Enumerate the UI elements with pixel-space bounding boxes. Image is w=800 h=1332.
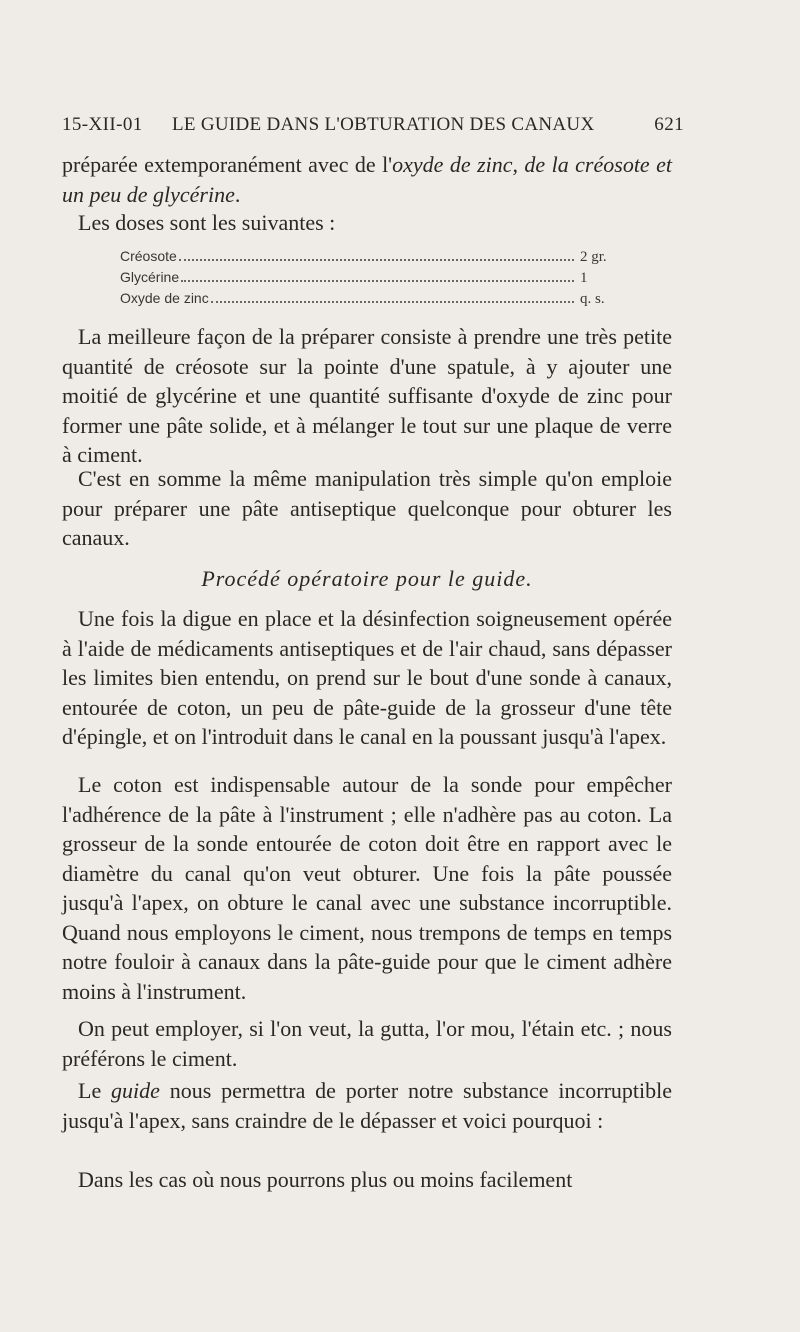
paragraph-materials-text: On peut employer, si l'on veut, la gutta, l'or mou, l'étain etc. ; nous préférons le ciment.	[62, 1016, 672, 1071]
paragraph-guide-italic: guide	[111, 1078, 160, 1103]
paragraph-materials	[62, 1014, 672, 1073]
paragraph-intro	[62, 150, 672, 209]
paragraph-cases	[62, 1165, 672, 1195]
paragraph-manipulation-text: C'est en somme la même manipulation très simple qu'on emploie pour préparer une pâte antiseptique quelconque pour obturer les canaux.	[62, 466, 672, 550]
ingredient-name: Oxyde de zinc	[120, 290, 209, 306]
section-heading: Procédé opératoire pour le guide.	[201, 566, 533, 591]
doses-table	[120, 246, 620, 309]
paragraph-guide-text: Le	[78, 1078, 112, 1103]
paragraph-intro-text: préparée extemporanément avec de l'	[62, 152, 393, 177]
paragraph-preparation	[62, 322, 672, 470]
paragraph-procedure	[62, 604, 672, 752]
paragraph-coton-text: Le coton est indispensable autour de la sonde pour empêcher l'adhérence de la pâte à l'instrument ; elle n'adhère pas au coton. La grosseur de la sonde entourée de coton doit être en rapport avec le diamètre du canal qu'on veut obturer. Une fois la pâte poussée jusqu'à l'apex, on obture le canal avec une substance incorruptible. Quand nous employons le ciment, nous trempons de temps en temps notre fouloir à canaux dans la pâte-guide pour que le ciment adhère moins à l'instrument.	[62, 772, 672, 1004]
ingredient-quantity: 2 gr.	[580, 249, 607, 265]
ingredient-name: Glycérine	[120, 269, 180, 285]
ingredient-quantity: q. s.	[580, 291, 605, 307]
header-date: 15-XII-01	[62, 114, 143, 135]
ingredient-quantity: 1	[580, 270, 588, 286]
leader-dots	[179, 259, 574, 261]
table-row	[120, 288, 620, 309]
paragraph-coton	[62, 770, 672, 1006]
header-title: LE GUIDE DANS L'OBTURATION DES CANAUX	[172, 114, 595, 135]
paragraph-cases-text: Dans les cas où nous pourrons plus ou moins facilement	[78, 1167, 573, 1192]
page-number: 621	[654, 114, 684, 135]
table-row	[120, 246, 620, 267]
leader-dots	[181, 280, 574, 282]
paragraph-doses	[62, 208, 672, 238]
paragraph-doses-text: Les doses sont les suivantes :	[78, 210, 336, 235]
ingredient-name: Créosote	[120, 248, 177, 264]
paragraph-manipulation	[62, 464, 672, 553]
paragraph-intro-italic: oxyde de zinc, de la créosote et un peu de glycérine	[62, 152, 672, 207]
table-row	[120, 267, 620, 288]
paragraph-procedure-text: Une fois la digue en place et la désinfection soigneusement opérée à l'aide de médicaments antiseptiques et de l'air chaud, sans dépasser les limites bien entendu, on prend sur le bout d'une sonde à canaux, entourée de coton, un peu de pâte-guide de la grosseur d'une tête d'épingle, et on l'introduit dans le canal en la poussant jusqu'à l'apex.	[62, 606, 672, 749]
paragraph-intro-end: .	[234, 181, 241, 207]
paragraph-guide-rest: nous permettra de porter notre substance incorruptible jusqu'à l'apex, sans craindre de le dépasser et voici pourquoi :	[62, 1078, 672, 1133]
paragraph-guide	[62, 1076, 672, 1135]
paragraph-preparation-text: La meilleure façon de la préparer consiste à prendre une très petite quantité de créosote sur la pointe d'une spatule, à y ajouter une moitié de glycérine et une quantité suffisante d'oxyde de zinc pour former une pâte solide, et à mélanger le tout sur une plaque de verre à ciment.	[62, 324, 672, 467]
leader-dots	[211, 301, 574, 303]
